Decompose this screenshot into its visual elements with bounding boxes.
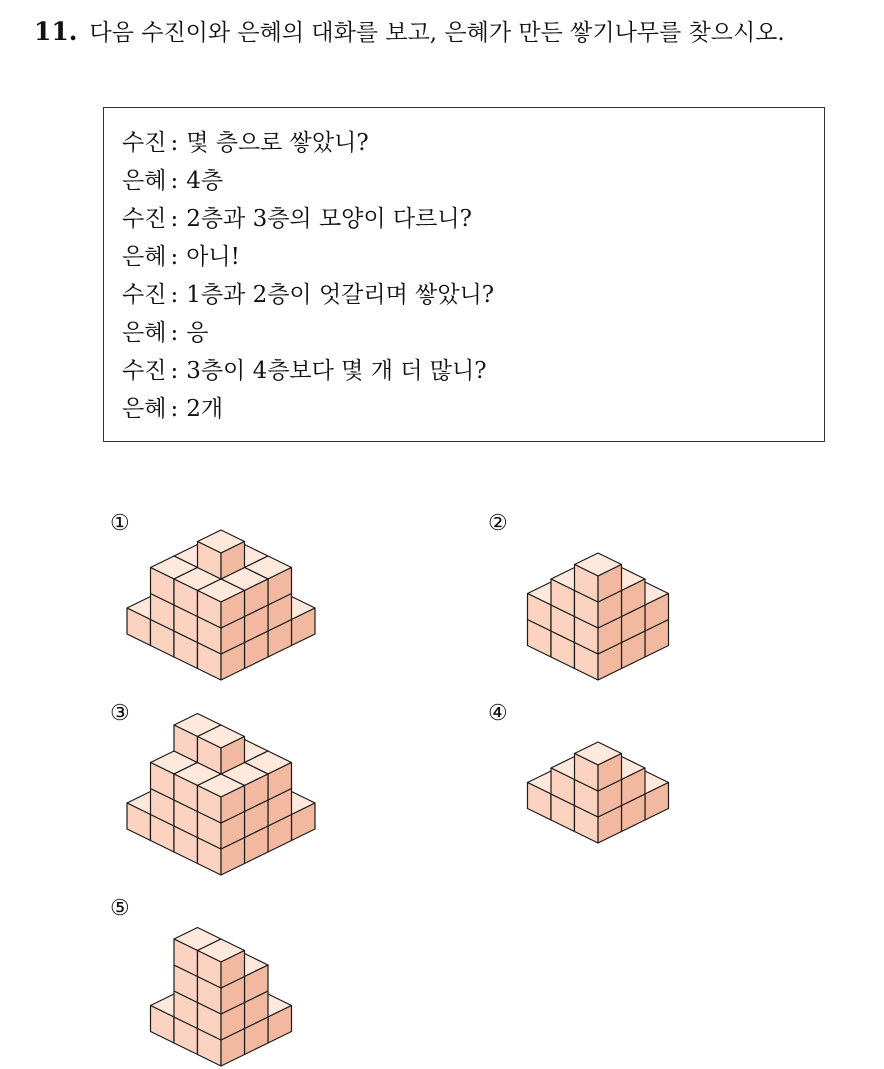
dialogue-line: 은혜 : 2개 — [122, 396, 224, 422]
dialogue-line: 은혜 : 아니! — [122, 244, 240, 270]
dialogue-text: 몇 층으로 쌓았니? — [186, 130, 369, 156]
dialogue-text: 4층 — [186, 168, 224, 194]
dialogue-line: 수진 : 1층과 2층이 엇갈리며 쌓았니? — [122, 282, 495, 308]
speaker-name: 은혜 — [122, 168, 167, 194]
dialogue-text: 아니! — [186, 244, 240, 270]
speaker-name: 은혜 — [122, 396, 167, 422]
dialogue-text: 3층이 4층보다 몇 개 더 많니? — [186, 358, 487, 384]
option-2-label[interactable]: ② — [488, 511, 508, 536]
option-1-label[interactable]: ① — [110, 511, 130, 536]
dialogue-text: 1층과 2층이 엇갈리며 쌓았니? — [186, 282, 495, 308]
question-prompt: 다음 수진이와 은혜의 대화를 보고, 은혜가 만든 쌓기나무를 찾으시오. — [89, 20, 785, 46]
dialogue-line: 수진 : 3층이 4층보다 몇 개 더 많니? — [122, 358, 487, 384]
speaker-name: 수진 — [122, 282, 167, 308]
dialogue-line: 수진 : 몇 층으로 쌓았니? — [122, 130, 369, 156]
option-5-label[interactable]: ⑤ — [110, 896, 130, 921]
speaker-name: 수진 — [122, 358, 167, 384]
speaker-name: 수진 — [122, 206, 167, 232]
option-4-label[interactable]: ④ — [488, 701, 508, 726]
speaker-name: 수진 — [122, 130, 167, 156]
speaker-name: 은혜 — [122, 320, 167, 346]
dialogue-line: 은혜 : 응 — [122, 320, 209, 346]
question-number: 11. — [34, 17, 78, 46]
dialogue-text: 2층과 3층의 모양이 다르니? — [186, 206, 472, 232]
dialogue-line: 수진 : 2층과 3층의 모양이 다르니? — [122, 206, 472, 232]
dialogue-text: 2개 — [186, 396, 224, 422]
dialogue-line: 은혜 : 4층 — [122, 168, 224, 194]
option-3-label[interactable]: ③ — [110, 701, 130, 726]
dialogue-text: 응 — [186, 320, 209, 346]
speaker-name: 은혜 — [122, 244, 167, 270]
